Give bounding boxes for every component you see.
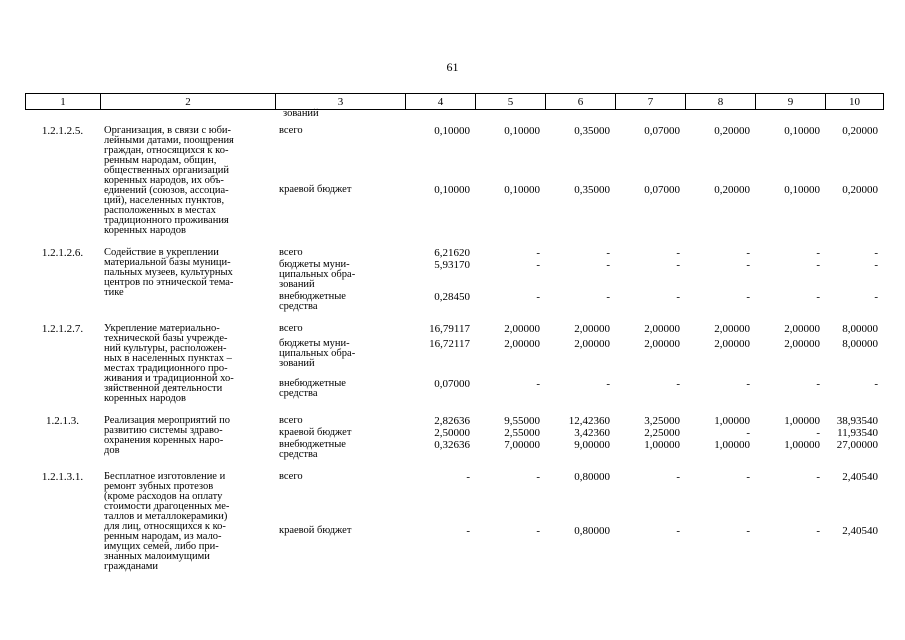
amount-cell: 0,07000 <box>644 125 680 137</box>
amount-cell: 0,10000 <box>434 184 470 197</box>
table-row <box>25 122 883 183</box>
spacer-cell <box>25 404 883 412</box>
amount-cell: - <box>606 291 610 303</box>
amount-cell: - <box>874 247 878 259</box>
amount-cell: 3,42360 <box>574 427 610 439</box>
continued-text: зований <box>283 108 319 119</box>
amount-cell: - <box>676 247 680 259</box>
amount-cell: 11,93540 <box>837 427 878 439</box>
amount-cell: - <box>606 259 610 271</box>
amount-cell: 8,00000 <box>842 323 878 335</box>
header-cell: 8 <box>686 94 756 110</box>
amount-cell: 38,93540 <box>836 415 878 427</box>
amount-cell: - <box>816 525 820 537</box>
item-name: Содействие в укреплении материальной базы муници- пальных музеев, культурных центров по этнической тема- тике <box>104 247 234 298</box>
table-row <box>25 244 883 258</box>
amount-cell: - <box>746 525 750 537</box>
amount-cell: 1,00000 <box>714 415 750 427</box>
amount-cell: - <box>676 471 680 483</box>
funding-source: краевой бюджет <box>279 525 352 536</box>
amount-cell: - <box>816 427 820 439</box>
amount-cell: 6,21620 <box>434 247 470 259</box>
amount-cell: 0,20000 <box>842 184 878 197</box>
funding-source: внебюджетные средства <box>279 291 346 312</box>
funding-source: всего <box>279 125 303 136</box>
amount-cell: 8,00000 <box>842 338 878 351</box>
amount-cell: 3,25000 <box>644 415 680 427</box>
amount-cell: - <box>676 291 680 303</box>
spacer-cell <box>25 312 883 320</box>
amount-cell: 0,20000 <box>714 125 750 137</box>
column-header-table <box>25 93 884 110</box>
item-code: 1.2.1.2.6. <box>41 247 84 259</box>
amount-cell: 0,35000 <box>574 184 610 197</box>
amount-cell: 2,40540 <box>842 525 878 537</box>
amount-cell: - <box>536 259 540 271</box>
item-name: Реализация мероприятий по развитию системы здраво- охранения коренных наро- дов <box>104 415 231 456</box>
header-cell: 1 <box>26 94 101 110</box>
spacer-cell <box>25 236 883 244</box>
amount-cell: 2,00000 <box>504 323 540 335</box>
amount-cell: - <box>676 377 680 390</box>
amount-cell: - <box>606 247 610 259</box>
amount-cell: - <box>676 525 680 537</box>
header-cell: 7 <box>616 94 686 110</box>
amount-cell: 0,10000 <box>784 125 820 137</box>
amount-cell: 0,80000 <box>574 525 610 537</box>
funding-source: бюджеты муни- ципальных обра- зований <box>279 259 356 290</box>
amount-cell: 2,00000 <box>574 323 610 335</box>
amount-cell: - <box>746 259 750 271</box>
amount-cell: 2,00000 <box>504 338 540 351</box>
amount-cell: 0,35000 <box>574 125 610 137</box>
item-name: Организация, в связи с юби- лейными датами, поощрения граждан, относящихся к ко- ренным народам, общин, общественных организаций коренных народов, их объ- единений (союзов, ассоциа- ций), населенных пунктов, расположенных в местах традиционного проживания коренных народов <box>104 125 234 236</box>
amount-cell: - <box>746 377 750 390</box>
amount-cell: - <box>466 525 470 537</box>
header-cell: 9 <box>756 94 826 110</box>
amount-cell: - <box>746 427 750 439</box>
amount-cell: - <box>466 471 470 483</box>
item-code: 1.2.1.3.1. <box>41 471 84 483</box>
amount-cell: - <box>606 377 610 390</box>
amount-cell: - <box>874 259 878 271</box>
amount-cell: - <box>816 291 820 303</box>
funding-source: краевой бюджет <box>279 427 352 438</box>
amount-cell: - <box>746 471 750 483</box>
item-name: Бесплатное изготовление и ремонт зубных протезов (кроме расходов на оплату стоимости драгоценных ме- таллов и металлокерамики) для лиц, относящихся к ко- ренным народам, из мало- имущих семей, либо при- знанных малоимущими гражданами <box>104 471 230 572</box>
header-row <box>26 94 884 110</box>
amount-cell: 2,00000 <box>644 338 680 351</box>
amount-cell: - <box>536 377 540 390</box>
item-code: 1.2.1.3. <box>46 415 79 427</box>
amount-cell: 0,07000 <box>644 184 680 197</box>
amount-cell: - <box>874 291 878 303</box>
amount-cell: 2,82636 <box>434 415 470 427</box>
funding-source: краевой бюджет <box>279 184 352 196</box>
header-cell: 2 <box>101 94 276 110</box>
table-row <box>25 468 883 524</box>
amount-cell: 1,00000 <box>644 439 680 451</box>
funding-source: всего <box>279 471 303 482</box>
amount-cell: - <box>746 291 750 303</box>
amount-cell: 0,10000 <box>504 184 540 197</box>
table-row <box>25 412 883 426</box>
amount-cell: 0,28450 <box>434 291 470 303</box>
funding-source: всего <box>279 247 303 258</box>
amount-cell: - <box>676 259 680 271</box>
amount-cell: 2,00000 <box>784 323 820 335</box>
amount-cell: 0,20000 <box>842 125 878 137</box>
amount-cell: 27,00000 <box>836 439 878 451</box>
item-code: 1.2.1.2.7. <box>41 323 84 335</box>
amount-cell: 5,93170 <box>434 259 470 271</box>
header-cell: 6 <box>546 94 616 110</box>
amount-cell: 1,00000 <box>784 439 820 451</box>
item-name: Укрепление материально- технической базы учрежде- ний культуры, расположен- ных в населенных пунктах – местах традиционного про- живания и традиционной хо- зяйственной деятельности коренных народов <box>104 323 234 404</box>
table-row <box>25 320 883 337</box>
amount-cell: 0,10000 <box>504 125 540 137</box>
amount-cell: 1,00000 <box>784 415 820 427</box>
funding-source: внебюджетные средства <box>279 377 346 399</box>
amount-cell: 9,55000 <box>504 415 540 427</box>
program-table <box>25 122 883 572</box>
amount-cell: - <box>536 291 540 303</box>
spacer-cell <box>25 460 883 468</box>
amount-cell: - <box>536 525 540 537</box>
header-cell: 3 <box>276 94 406 110</box>
row-spacer <box>25 404 883 412</box>
amount-cell: 2,55000 <box>504 427 540 439</box>
amount-cell: - <box>816 377 820 390</box>
amount-cell: 2,00000 <box>714 338 750 351</box>
amount-cell: 16,72117 <box>429 338 470 351</box>
row-spacer <box>25 460 883 468</box>
amount-cell: 2,50000 <box>434 427 470 439</box>
amount-cell: 0,07000 <box>434 377 470 390</box>
page-number: 61 <box>446 60 459 74</box>
amount-cell: 2,00000 <box>644 323 680 335</box>
header-cell: 4 <box>406 94 476 110</box>
amount-cell: - <box>536 471 540 483</box>
amount-cell: - <box>816 471 820 483</box>
header-cell: 10 <box>826 94 884 110</box>
funding-source: внебюджетные средства <box>279 439 346 460</box>
amount-cell: 12,42360 <box>568 415 610 427</box>
amount-cell: - <box>746 247 750 259</box>
amount-cell: 2,25000 <box>644 427 680 439</box>
amount-cell: 0,10000 <box>434 125 470 137</box>
amount-cell: 9,00000 <box>574 439 610 451</box>
funding-source: бюджеты муни- ципальных обра- зований <box>279 338 356 370</box>
funding-source: всего <box>279 415 303 426</box>
amount-cell: 0,80000 <box>574 471 610 483</box>
row-spacer <box>25 236 883 244</box>
amount-cell: 2,00000 <box>714 323 750 335</box>
item-code: 1.2.1.2.5. <box>41 125 84 137</box>
amount-cell: - <box>816 259 820 271</box>
amount-cell: 2,40540 <box>842 471 878 483</box>
amount-cell: 7,00000 <box>504 439 540 451</box>
amount-cell: 0,20000 <box>714 184 750 197</box>
amount-cell: 1,00000 <box>714 439 750 451</box>
row-spacer <box>25 312 883 320</box>
funding-source: всего <box>279 323 303 334</box>
amount-cell: 0,32636 <box>434 439 470 451</box>
amount-cell: 0,10000 <box>784 184 820 197</box>
amount-cell: 16,79117 <box>429 323 470 335</box>
header-cell: 5 <box>476 94 546 110</box>
amount-cell: - <box>874 377 878 390</box>
amount-cell: - <box>816 247 820 259</box>
amount-cell: 2,00000 <box>574 338 610 351</box>
amount-cell: 2,00000 <box>784 338 820 351</box>
amount-cell: - <box>536 247 540 259</box>
